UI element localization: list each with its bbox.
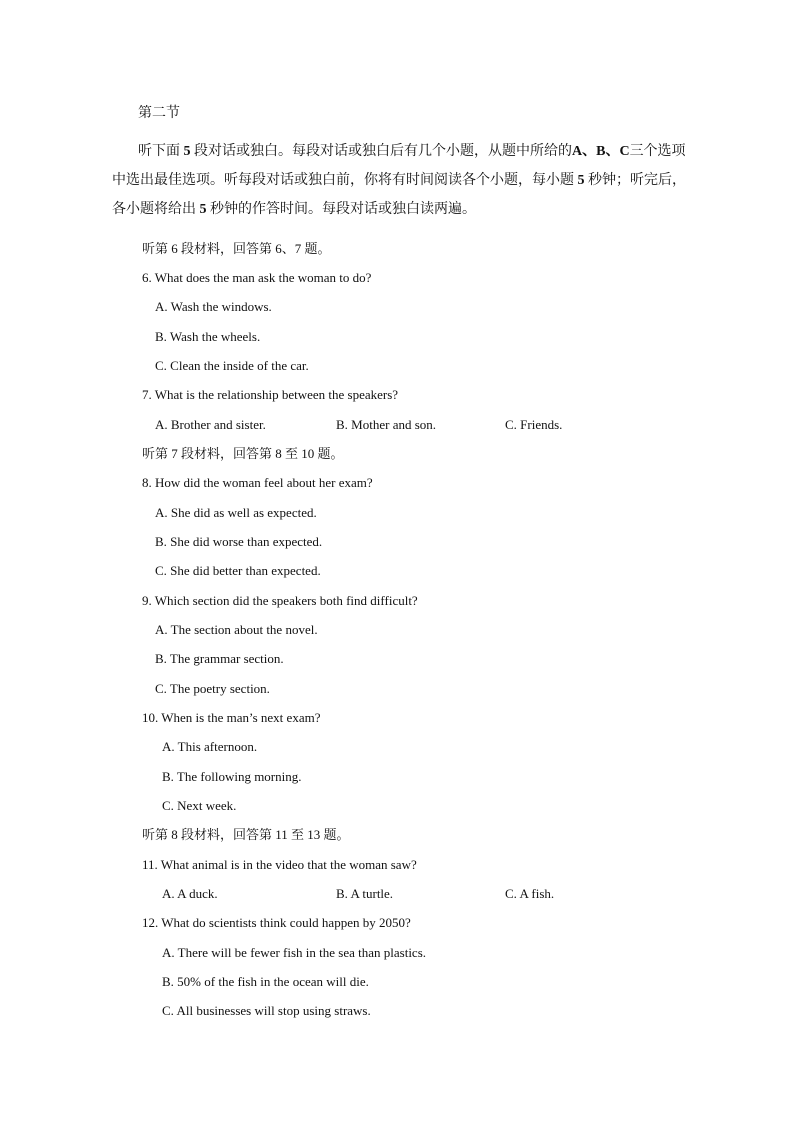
- instruction-line-3: [112, 202, 476, 218]
- question-text: 8. How did the woman feel about her exam?: [142, 475, 373, 490]
- option-c[interactable]: C. A fish.: [505, 886, 555, 901]
- group-heading: 听第 6 段材料，回答第 6、7 题。: [142, 241, 331, 256]
- option-b[interactable]: B. 50% of the fish in the ocean will die.: [162, 974, 369, 989]
- option-b[interactable]: B. Mother and son.: [336, 417, 437, 432]
- instruction-line-2: [112, 173, 686, 189]
- instr-number: 5: [577, 173, 585, 188]
- question-text: 12. What do scientists think could happen by 2050?: [142, 915, 411, 930]
- option-c[interactable]: C. The poetry section.: [155, 681, 270, 696]
- option-c[interactable]: C. Friends.: [505, 417, 563, 432]
- question-text: 6. What does the man ask the woman to do?: [142, 270, 372, 285]
- option-b[interactable]: B. Wash the wheels.: [155, 329, 261, 344]
- instr-text: 秒钟的作答时间。每段对话或独白读两遍。: [210, 202, 476, 217]
- question-text: 11. What animal is in the video that the woman saw?: [142, 857, 417, 872]
- option-a[interactable]: A. There will be fewer fish in the sea than plastics.: [162, 945, 427, 960]
- option-b[interactable]: B. The following morning.: [162, 769, 302, 784]
- option-c[interactable]: C. She did better than expected.: [155, 563, 321, 578]
- option-a[interactable]: A. The section about the novel.: [155, 622, 318, 637]
- instruction-line-1: [138, 144, 686, 160]
- option-b[interactable]: B. The grammar section.: [155, 651, 284, 666]
- option-a[interactable]: A. She did as well as expected.: [155, 505, 317, 520]
- option-b[interactable]: B. She did worse than expected.: [155, 534, 323, 549]
- instr-text: 听下面: [138, 144, 180, 159]
- instr-text: 中选出最佳选项。听每段对话或独白前，你将有时间阅读各个小题，每小题: [112, 173, 574, 188]
- option-b[interactable]: B. A turtle.: [336, 886, 394, 901]
- question-text: 7. What is the relationship between the speakers?: [142, 387, 399, 402]
- instr-number: 5: [199, 202, 207, 217]
- option-a[interactable]: A. Brother and sister.: [155, 417, 266, 432]
- option-a[interactable]: A. A duck.: [162, 886, 218, 901]
- instr-text: 段对话或独白。每段对话或独白后有几个小题，从题中所给的: [194, 144, 572, 159]
- option-a[interactable]: A. This afternoon.: [162, 739, 258, 754]
- instr-text: 各小题将给出: [112, 202, 196, 217]
- instr-text: 三个选项: [629, 144, 686, 159]
- instr-number: 5: [183, 144, 191, 159]
- section-title: 第二节: [138, 106, 180, 121]
- question-text: 9. Which section did the speakers both find difficult?: [142, 593, 418, 608]
- option-c[interactable]: C. Clean the inside of the car.: [155, 358, 309, 373]
- option-c[interactable]: C. Next week.: [162, 798, 237, 813]
- option-a[interactable]: A. Wash the windows.: [155, 299, 272, 314]
- group-heading: 听第 7 段材料，回答第 8 至 10 题。: [142, 446, 344, 461]
- instr-options: A、B、C: [572, 144, 630, 159]
- instr-text: 秒钟；听完后，: [588, 173, 686, 188]
- question-text: 10. When is the man’s next exam?: [142, 710, 321, 725]
- option-c[interactable]: C. All businesses will stop using straws.: [162, 1003, 371, 1018]
- group-heading: 听第 8 段材料，回答第 11 至 13 题。: [142, 827, 350, 842]
